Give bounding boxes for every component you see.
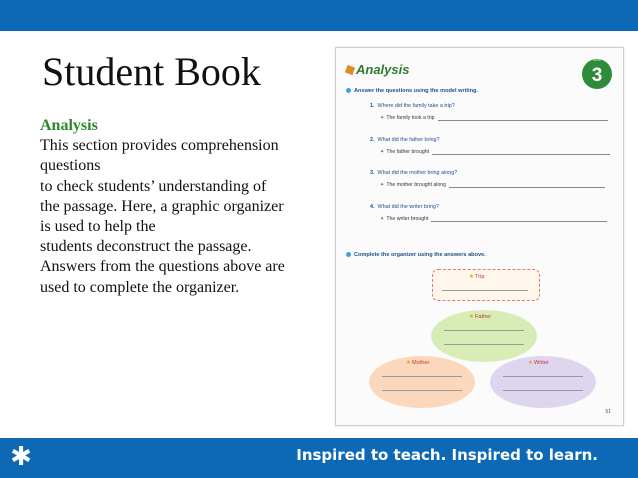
book-page-image bbox=[335, 47, 624, 426]
answer-line: ✦ The writer brought bbox=[380, 216, 607, 222]
instruction-2: Complete the organizer using the answers above. bbox=[346, 252, 486, 258]
section-heading: Analysis bbox=[40, 117, 98, 134]
organizer-trip-label: ★Trip bbox=[469, 274, 485, 280]
unit-badge bbox=[582, 59, 612, 89]
pencil-icon bbox=[345, 65, 355, 75]
footer-tagline: Inspired to teach. Inspired to learn. bbox=[296, 446, 598, 464]
organizer-line bbox=[382, 376, 462, 377]
question: 4. What did the writer bring? bbox=[370, 204, 439, 210]
star-icon: ✦ bbox=[380, 182, 385, 188]
brand-logo-icon: ✱ bbox=[10, 442, 32, 472]
instruction-1: Answer the questions using the model writing. bbox=[346, 88, 478, 94]
star-icon: ★ bbox=[528, 360, 534, 366]
body-line: questions bbox=[40, 157, 101, 175]
organizer-writer-label: ★Writer bbox=[528, 360, 549, 366]
question: 2. What did the father bring? bbox=[370, 137, 440, 143]
organizer-line bbox=[444, 330, 524, 331]
bullet-icon bbox=[346, 252, 351, 257]
slide-body bbox=[40, 116, 325, 298]
footer-banner bbox=[0, 438, 638, 478]
page-section-title: Analysis bbox=[346, 62, 409, 77]
star-icon: ✦ bbox=[380, 115, 385, 121]
page-number: 51 bbox=[605, 409, 611, 415]
unit-label: Unit bbox=[593, 57, 601, 62]
body-line: to check students’ understanding of bbox=[40, 177, 267, 195]
body-line: is used to help the bbox=[40, 218, 156, 236]
answer-line: ✦ The father brought bbox=[380, 149, 610, 155]
organizer-line bbox=[503, 376, 583, 377]
star-icon: ✦ bbox=[380, 216, 385, 222]
answer-line: ✦ The family took a trip bbox=[380, 115, 608, 121]
question: 3. What did the mother bring along? bbox=[370, 170, 458, 176]
star-icon: ★ bbox=[469, 274, 475, 280]
unit-number: 3 bbox=[591, 65, 603, 86]
organizer-line bbox=[382, 390, 462, 391]
bullet-icon bbox=[346, 88, 351, 93]
organizer-mother-label: ★Mother bbox=[406, 360, 430, 366]
body-line: This section provides comprehension bbox=[40, 137, 279, 155]
star-icon: ★ bbox=[406, 360, 412, 366]
organizer-trip-box bbox=[432, 269, 540, 301]
body-line: used to complete the organizer. bbox=[40, 278, 240, 296]
organizer-line bbox=[503, 390, 583, 391]
answer-line: ✦ The mother brought along bbox=[380, 182, 605, 188]
star-icon: ✦ bbox=[380, 149, 385, 155]
organizer-line bbox=[442, 290, 528, 291]
organizer-father-label: ★Father bbox=[469, 314, 492, 320]
organizer-line bbox=[444, 344, 524, 345]
body-line: students deconstruct the passage. bbox=[40, 238, 252, 256]
body-line: the passage. Here, a graphic organizer bbox=[40, 197, 284, 215]
top-banner bbox=[0, 0, 638, 31]
star-icon: ★ bbox=[469, 314, 475, 320]
slide-title: Student Book bbox=[42, 49, 261, 94]
question: 1. Where did the family take a trip? bbox=[370, 103, 455, 109]
body-line: Answers from the questions above are bbox=[40, 258, 285, 276]
